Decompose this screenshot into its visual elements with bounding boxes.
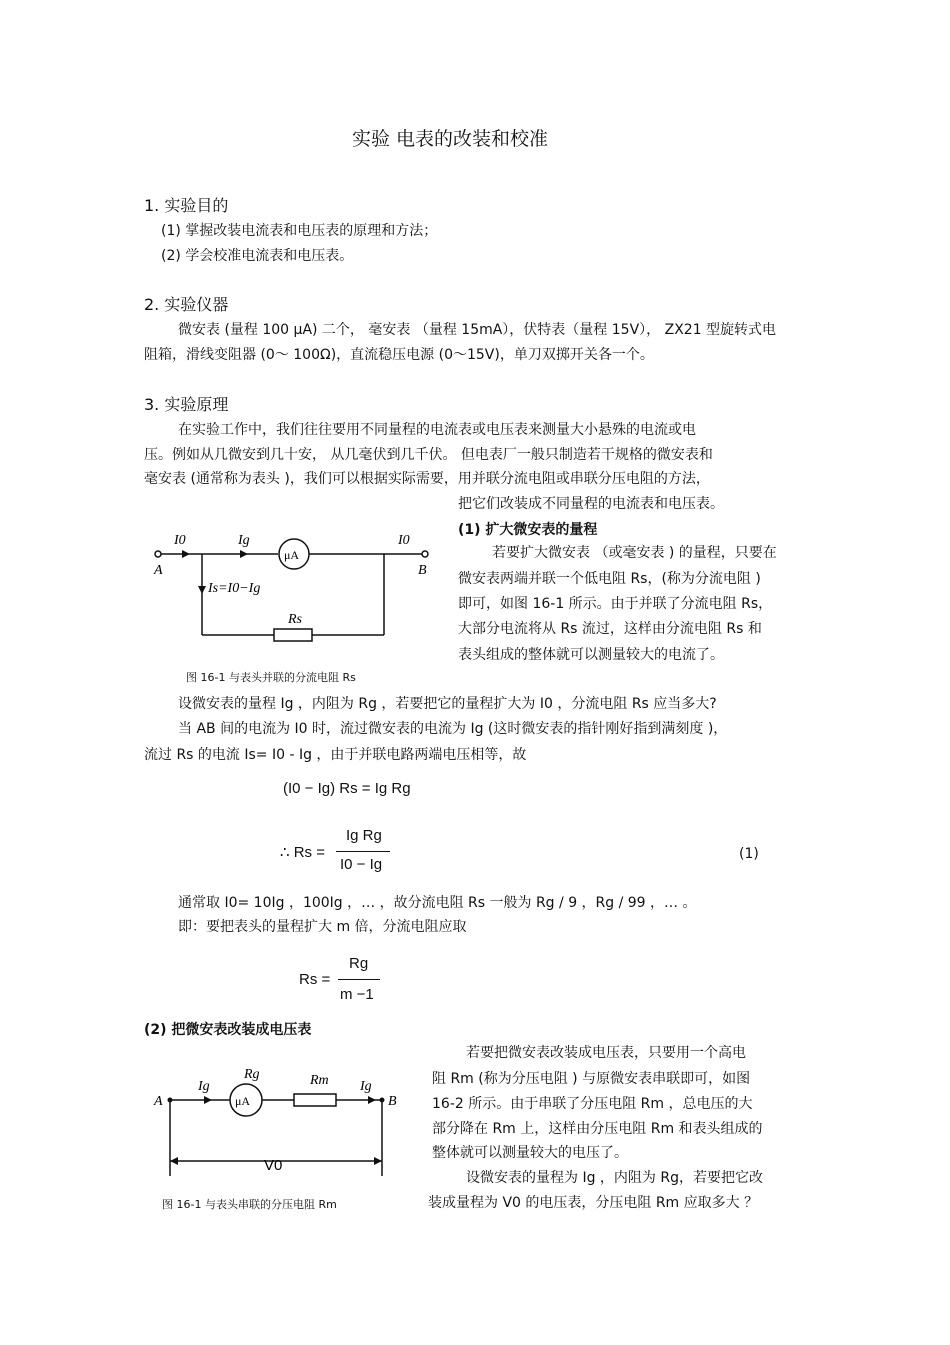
intro-line: 压。例如从几微安到几十安， 从几毫伏到几千伏。 但电表厂一般只制造若干规格的微安表和: [144, 447, 713, 463]
equation-number: (1): [739, 846, 759, 862]
sub2-line: 阻 Rm (称为分压电阻 ) 与原微安表串联即可，如图: [432, 1071, 751, 1087]
after-equation-line: 即：要把表头的量程扩大 m 倍，分流电阻应取: [178, 919, 467, 935]
fig2-label-ig-right: Ig: [360, 1079, 372, 1094]
subsection-heading-ammeter: (1) 扩大微安表的量程: [458, 522, 598, 538]
sub1-line: 若要扩大微安表 （或毫安表 ) 的量程，只要在: [492, 545, 777, 561]
fig2-label-v0: V0: [264, 1157, 283, 1174]
equation-rs-numerator: Ig Rg: [346, 827, 382, 844]
page-title: 实验 电表的改装和校准: [352, 128, 549, 150]
sub2-line: 整体就可以测量较大的电压了。: [432, 1145, 628, 1161]
figure-caption-16-2: 图 16-1 与表头串联的分压电阻 Rm: [162, 1198, 337, 1211]
fig1-label-i0-right: I0: [398, 533, 410, 548]
fig2-label-rg: Rg: [244, 1067, 260, 1082]
derivation-line: 当 AB 间的电流为 I0 时，流过微安表的电流为 Ig (这时微安表的指针刚好指到满刻度 )，: [178, 721, 728, 737]
intro-line: 毫安表 (通常称为表头 )，我们可以根据实际需要，用并联分流电阻或串联分压电阻的方法，: [144, 471, 710, 487]
section-heading-purpose: 1. 实验目的: [144, 196, 229, 215]
sub2-line: 设微安表的量程为 Ig ，内阻为 Rg，若要把它改: [466, 1170, 763, 1186]
sub2-line: 装成量程为 V0 的电压表，分压电阻 Rm 应取多大 ？: [428, 1195, 759, 1211]
purpose-item: (2) 学会校准电流表和电压表。: [161, 248, 354, 264]
sub1-line: 表头组成的整体就可以测量较大的电流了。: [458, 647, 724, 663]
fraction-bar: [338, 979, 380, 980]
equation-rs-m-numerator: Rg: [349, 955, 369, 972]
sub2-line: 若要把微安表改装成电压表，只要用一个高电: [466, 1045, 746, 1061]
section-heading-instruments: 2. 实验仪器: [144, 295, 229, 314]
shunt-circuit-diagram: [150, 520, 440, 650]
equation-rs-m-lhs: Rs =: [299, 971, 331, 988]
series-circuit-diagram: [150, 1058, 410, 1183]
instruments-line: 微安表 (量程 100 μA) 二个， 毫安表 （量程 15mA），伏特表（量程 15V）， ZX21 型旋转式电: [178, 322, 777, 338]
instruments-line: 阻箱，滑线变阻器 (0～ 100Ω)，直流稳压电源 (0～15V)，单刀双掷开关各一个。: [144, 347, 654, 363]
fig1-label-a: A: [154, 563, 163, 578]
fig2-label-rm: Rm: [310, 1073, 329, 1088]
fig1-label-b: B: [418, 563, 427, 578]
fraction-bar: [336, 851, 390, 852]
equation-rs-m-denominator: m −1: [340, 986, 374, 1003]
purpose-item: (1) 掌握改装电流表和电压表的原理和方法；: [161, 223, 438, 239]
sub1-line: 微安表两端并联一个低电阻 Rs，(称为分流电阻 ): [458, 571, 761, 587]
sub1-line: 即可，如图 16-1 所示。由于并联了分流电阻 Rs，: [458, 596, 773, 612]
figure-caption-16-1: 图 16-1 与表头并联的分流电阻 Rs: [186, 671, 356, 684]
section-heading-principle: 3. 实验原理: [144, 395, 229, 414]
equation-rs-denominator: I0 − Ig: [340, 856, 383, 873]
after-equation-line: 通常取 I0= 10Ig ，100Ig ，… ，故分流电阻 Rs 一般为 Rg / 9 ，Rg / 99 ，… 。: [178, 895, 697, 911]
fig1-label-rs: Rs: [288, 612, 302, 627]
fig1-label-i0-left: I0: [174, 533, 186, 548]
sub2-line: 部分降在 Rm 上，这样由分压电阻 Rm 和表头组成的: [432, 1121, 763, 1137]
derivation-line: 设微安表的量程 Ig ，内阻为 Rg ，若要把它的量程扩大为 I0 ，分流电阻 Rs 应当多大?: [178, 696, 717, 712]
intro-line: 在实验工作中，我们往往要用不同量程的电流表或电压表来测量大小悬殊的电流或电: [178, 422, 696, 438]
fig2-label-ig-left: Ig: [198, 1079, 210, 1094]
intro-line: 把它们改装成不同量程的电流表和电压表。: [458, 496, 724, 512]
derivation-line: 流过 Rs 的电流 Is= I0 - Ig ，由于并联电路两端电压相等，故: [144, 747, 527, 763]
fig1-label-is-eq: Is=I0−Ig: [208, 581, 261, 596]
fig2-meter-label: μA: [235, 1094, 251, 1108]
sub2-line: 16-2 所示。由于串联了分压电阻 Rm ，总电压的大: [432, 1096, 753, 1112]
fig2-label-a: A: [154, 1094, 163, 1109]
equation-rs-lhs: ∴ Rs =: [280, 844, 325, 861]
sub1-line: 大部分电流将从 Rs 流过，这样由分流电阻 Rs 和: [458, 621, 762, 637]
fig1-meter-label: μA: [284, 548, 300, 562]
equation-voltage-balance: (I0 − Ig) Rs = Ig Rg: [283, 780, 411, 797]
fig2-label-b: B: [388, 1094, 397, 1109]
fig1-label-ig: Ig: [238, 533, 250, 548]
subsection-heading-voltmeter: (2) 把微安表改装成电压表: [144, 1022, 312, 1038]
